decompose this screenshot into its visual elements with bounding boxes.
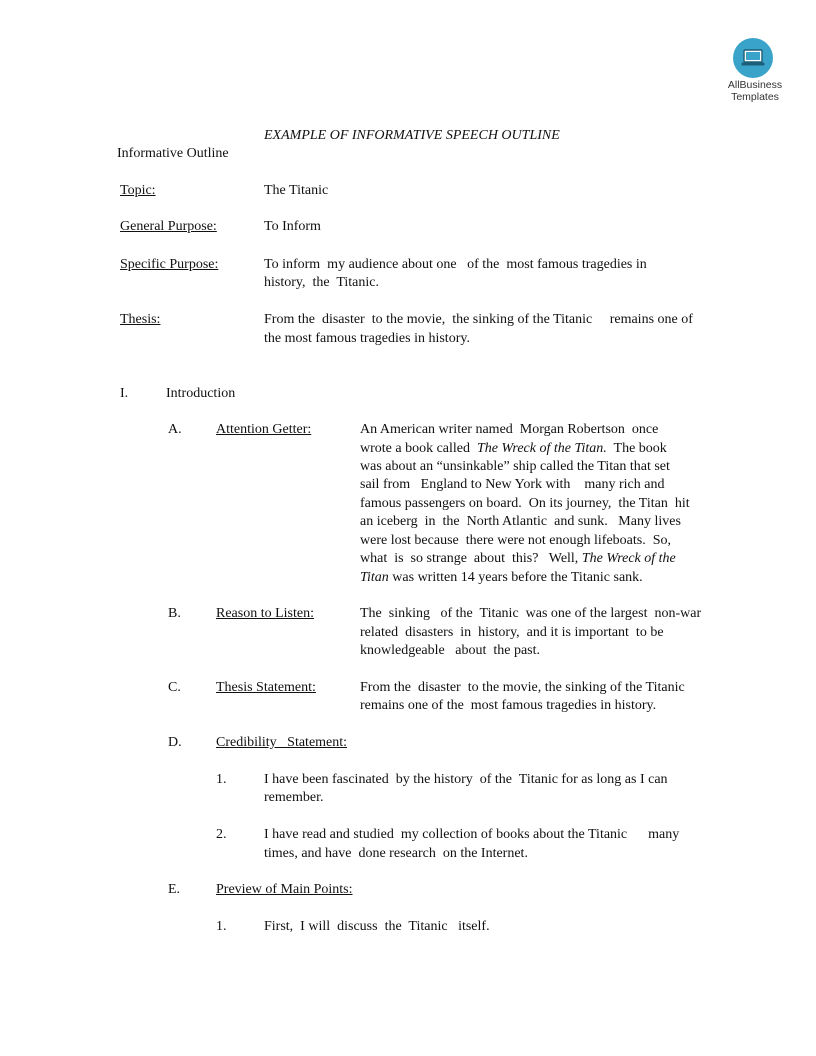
preview-sub-1-number: 1. [216,919,227,934]
specific-purpose-line-1: To inform my audience about one of the most famous tragedies in [264,257,647,272]
section-numeral: I. [120,386,129,401]
preview-main-points-label: Preview of Main Points: [216,882,353,897]
credibility-sub-1-line-2: remember. [264,790,324,805]
logo-line-1: AllBusiness [727,79,783,91]
credibility-sub-1-number: 1. [216,772,227,787]
attention-getter-line-6: an iceberg in the North Atlantic and sunk. Many lives [360,514,681,529]
attention-getter-line-2: wrote a book called The Wreck of the Titan. The book [360,441,667,456]
attention-getter-line-7: were lost because there were not enough lifeboats. So, [360,533,672,548]
preview-sub-1-line-1: First, I will discuss the Titanic itself. [264,919,490,934]
thesis-statement-line-2: remains one of the most famous tragedies in history. [360,698,657,713]
attention-getter-line-3: was about an “unsinkable” ship called the Titan that set [360,459,670,474]
attention-getter-line-8: what is so strange about this? Well, The Wreck of the [360,551,676,566]
credibility-statement-label: Credibility Statement: [216,735,348,750]
thesis-statement-line-1: From the disaster to the movie, the sinking of the Titanic [360,680,685,695]
general-purpose-label: General Purpose: [120,219,217,234]
item-e-letter: E. [168,882,181,897]
item-b-letter: B. [168,606,181,621]
attention-getter-line-4: sail from England to New York with many rich and [360,477,665,492]
laptop-icon [733,38,773,78]
specific-purpose-label: Specific Purpose: [120,257,219,272]
attention-getter-line-9: Titan was written 14 years before the Titanic sank. [360,570,643,585]
attention-getter-line-5: famous passengers on board. On its journey, the Titan hit [360,496,690,511]
logo-text [716,79,794,103]
document-title: EXAMPLE OF INFORMATIVE SPEECH OUTLINE [264,128,560,143]
thesis-statement-label: Thesis Statement: [216,680,316,695]
item-a-letter: A. [168,422,182,437]
credibility-sub-2-line-1: I have read and studied my collection of books about the Titanic many [264,827,680,842]
credibility-sub-1-line-1: I have been fascinated by the history of the Titanic for as long as I can [264,772,668,787]
book-title: The Wreck of the [581,551,676,566]
item-c-letter: C. [168,680,181,695]
reason-to-listen-label: Reason to Listen: [216,606,314,621]
thesis-label: Thesis: [120,312,161,327]
attention-getter-label: Attention Getter: [216,422,312,437]
topic-label: Topic: [120,183,156,198]
book-title: Titan [360,570,389,585]
item-d-letter: D. [168,735,182,750]
general-purpose-value: To Inform [264,219,321,234]
logo-line-2: Templates [731,91,779,103]
document-subtitle: Informative Outline [117,146,229,161]
thesis-line-1: From the disaster to the movie, the sinking of the Titanic remains one of [264,312,693,327]
credibility-sub-2-number: 2. [216,827,227,842]
reason-line-3: knowledgeable about the past. [360,643,541,658]
attention-getter-line-1: An American writer named Morgan Robertson once [360,422,659,437]
section-heading: Introduction [166,386,236,401]
reason-line-2: related disasters in history, and it is important to be [360,625,664,640]
credibility-sub-2-line-2: times, and have done research on the Internet. [264,846,528,861]
topic-value: The Titanic [264,183,329,198]
reason-line-1: The sinking of the Titanic was one of the largest non-war [360,606,702,621]
specific-purpose-line-2: history, the Titanic. [264,275,379,290]
book-title: The Wreck of the Titan. [477,441,607,456]
thesis-line-2: the most famous tragedies in history. [264,331,470,346]
